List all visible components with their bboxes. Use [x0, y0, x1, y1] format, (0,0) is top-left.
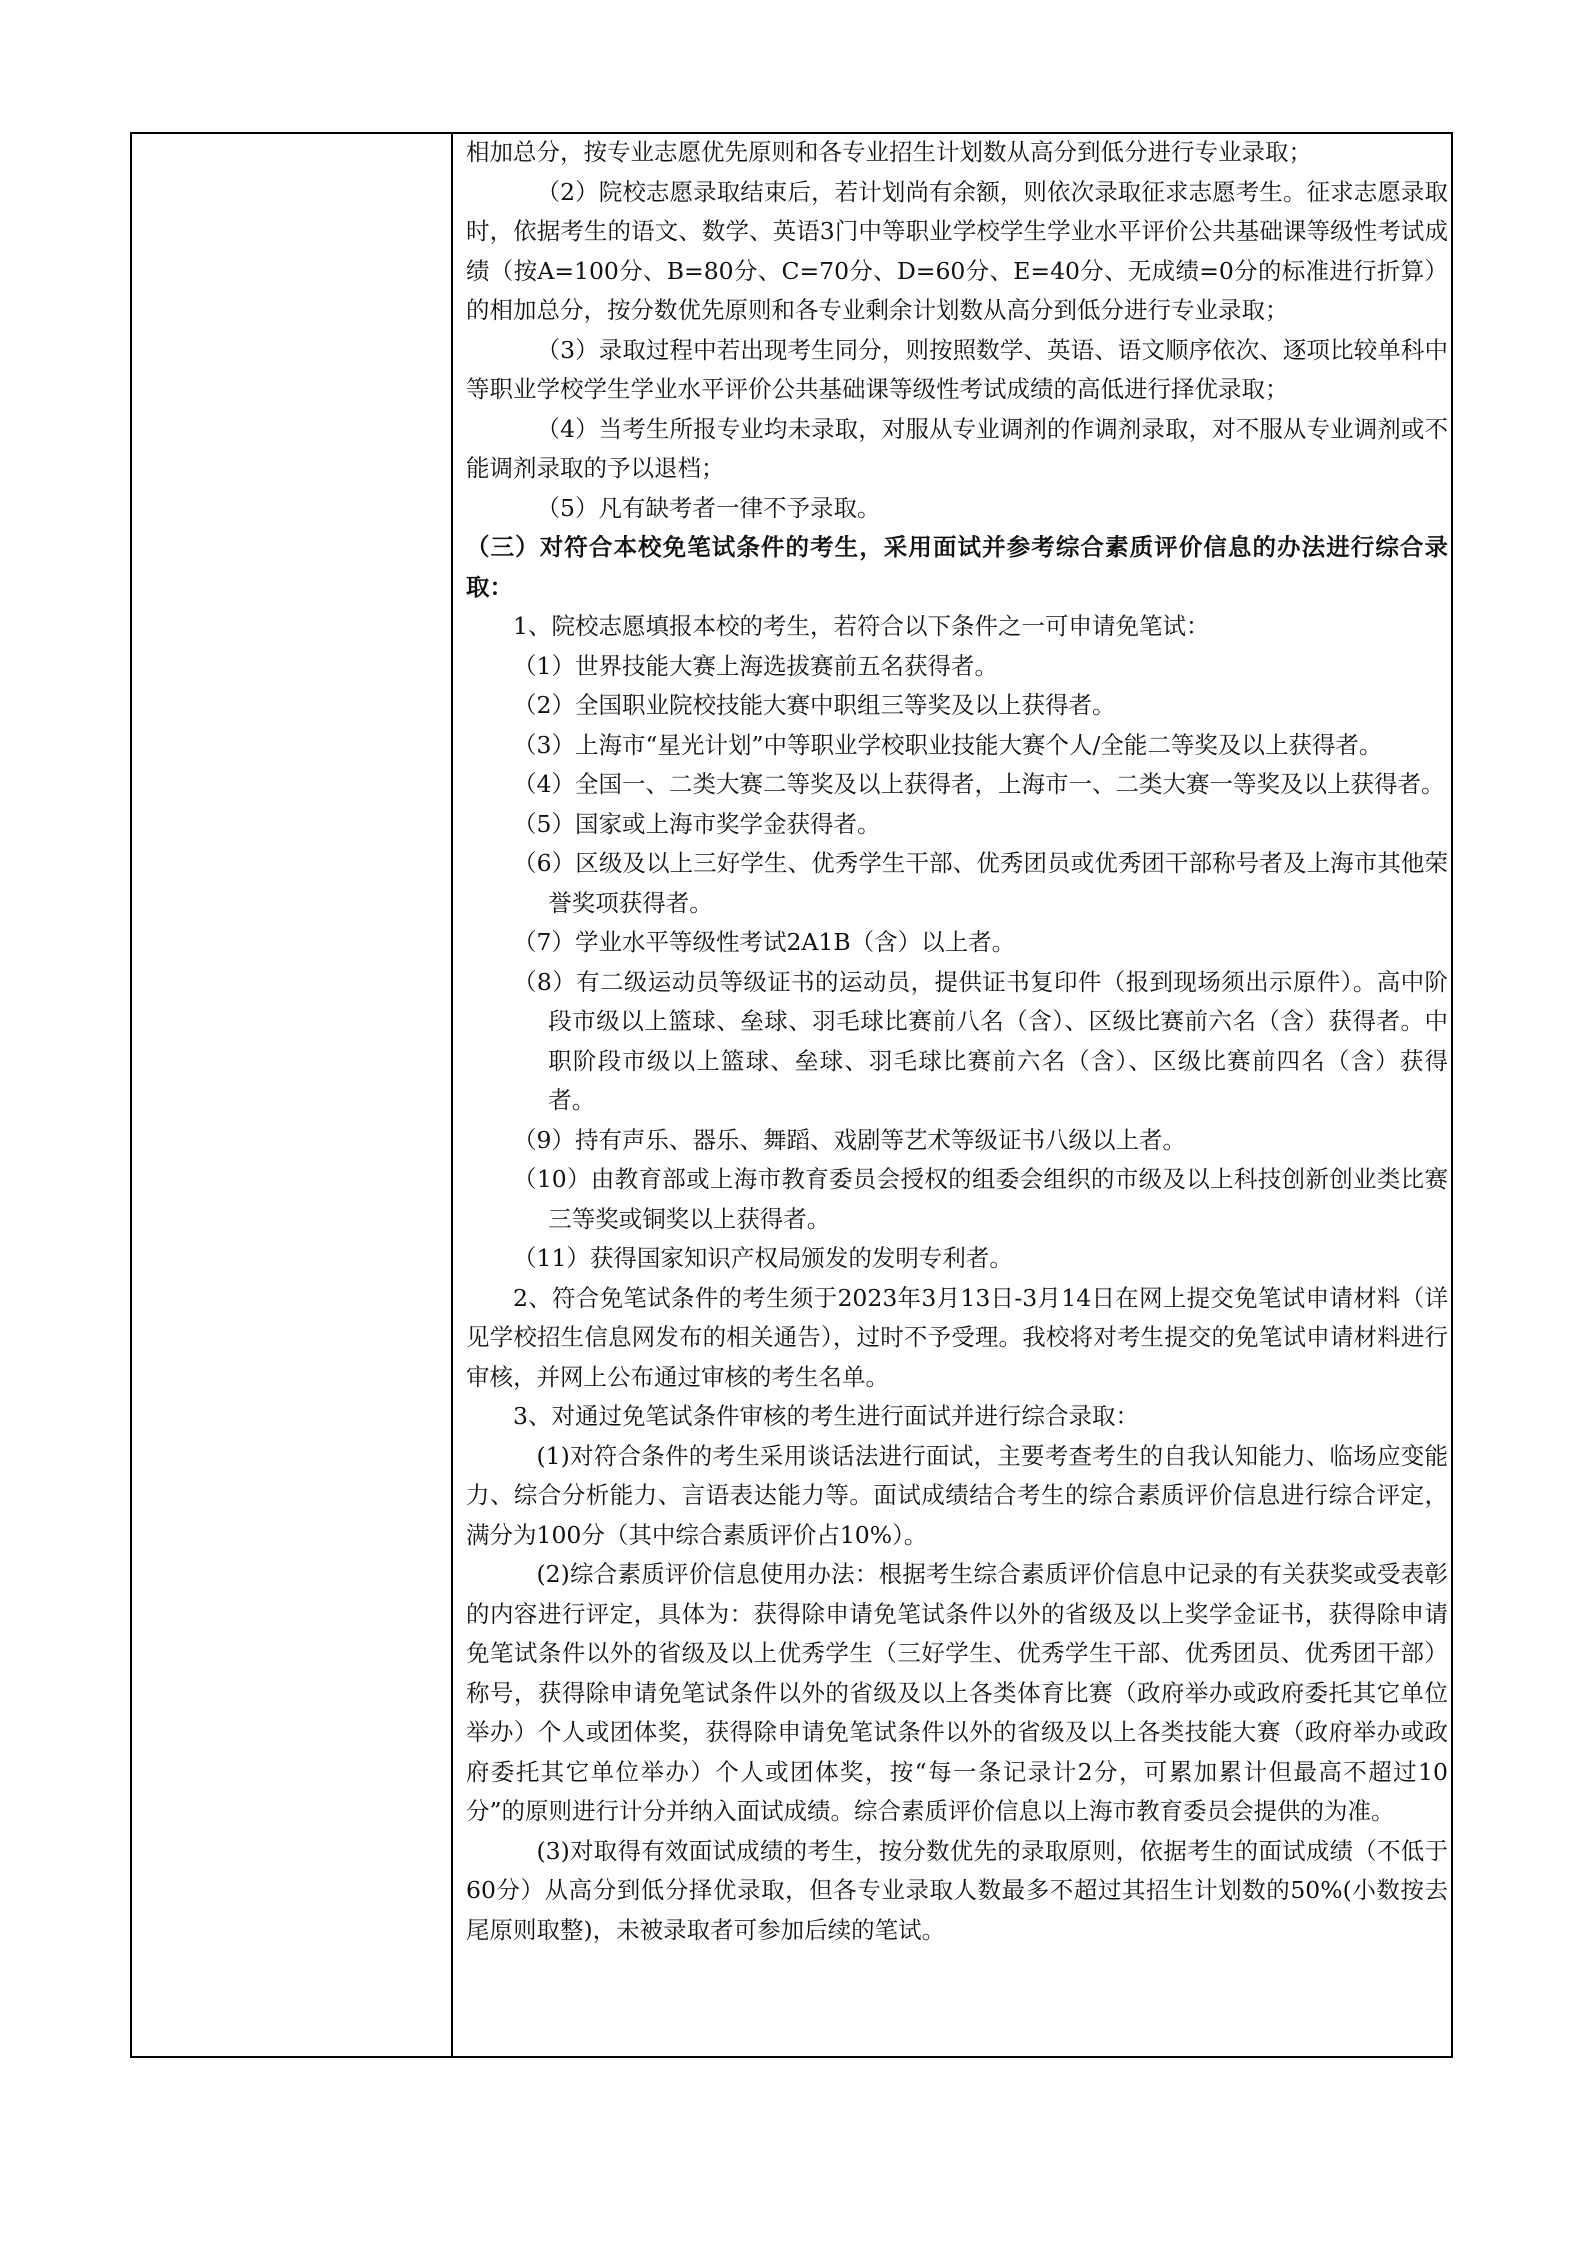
- paragraph: （4）当考生所报专业均未录取，对服从专业调剂的作调剂录取，对不服从专业调剂或不能调剂录取的予以退档；: [466, 414, 1448, 482]
- paragraph: （8）有二级运动员等级证书的运动员，提供证书复印件（报到现场须出示原件）。高中阶段市级以上篮球、垒球、羽毛球比赛前八名（含）、区级比赛前六名（含）获得者。中职阶段市级以上篮球、垒球、羽毛球比赛前六名（含）、区级比赛前四名（含）获得者。: [513, 967, 1448, 1114]
- paragraph: （9）持有声乐、器乐、舞蹈、戏剧等艺术等级证书八级以上者。: [513, 1125, 1186, 1154]
- paragraph: （2）院校志愿录取结束后，若计划尚有余额，则依次录取征求志愿考生。征求志愿录取时，依据考生的语文、数学、英语3门中等职业学校学生学业水平评价公共基础课等级性考试成绩（按A=100分、B=80分、C=70分、D=60分、E=40分、无成绩=0分的标准进行折算）的相加总分，按分数优先原则和各专业剩余计划数从高分到低分进行专业录取；: [466, 177, 1448, 324]
- paragraph: （5）凡有缺考者一律不予录取。: [536, 493, 881, 522]
- paragraph: 2、符合免笔试条件的考生须于2023年3月13日-3月14日在网上提交免笔试申请材料（详见学校招生信息网发布的相关通告），过时不予受理。我校将对考生提交的免笔试申请材料进行审核，并网上公布通过审核的考生名单。: [466, 1283, 1448, 1391]
- table-column-divider: [451, 132, 453, 2058]
- table-bottom-border: [130, 2056, 1453, 2058]
- paragraph: 3、对通过免笔试条件审核的考生进行面试并进行综合录取：: [513, 1402, 1139, 1430]
- paragraph: （5）国家或上海市奖学金获得者。: [513, 809, 881, 838]
- paragraph: （11）获得国家知识产权局颁发的发明专利者。: [513, 1244, 1013, 1272]
- paragraph: 相加总分，按专业志愿优先原则和各专业招生计划数从高分到低分进行专业录取；: [466, 138, 1312, 166]
- table-right-border: [1451, 132, 1453, 2058]
- section-heading: （三）对符合本校免笔试条件的考生，采用面试并参考综合素质评价信息的办法进行综合录取：: [466, 533, 1448, 601]
- paragraph: （4）全国一、二类大赛二等奖及以上获得者，上海市一、二类大赛一等奖及以上获得者。: [513, 770, 1445, 798]
- table-left-border: [130, 132, 132, 2058]
- paragraph: （10）由教育部或上海市教育委员会授权的组委会组织的市级及以上科技创新创业类比赛三等奖或铜奖以上获得者。: [513, 1165, 1448, 1233]
- paragraph: （2）全国职业院校技能大赛中职组三等奖及以上获得者。: [513, 691, 1116, 719]
- paragraph: （6）区级及以上三好学生、优秀学生干部、优秀团员或优秀团干部称号者及上海市其他荣誉奖项获得者。: [513, 849, 1448, 917]
- paragraph: （7）学业水平等级性考试2A1B（含）以上者。: [513, 928, 1016, 956]
- paragraph: （3）上海市“星光计划”中等职业学校职业技能大赛个人/全能二等奖及以上获得者。: [513, 730, 1383, 759]
- paragraph: (2)综合素质评价信息使用办法：根据考生综合素质评价信息中记录的有关获奖或受表彰的内容进行评定，具体为：获得除申请免笔试条件以外的省级及以上奖学金证书，获得除申请免笔试条件以外的省级及以上优秀学生（三好学生、优秀学生干部、优秀团员、优秀团干部）称号，获得除申请免笔试条件以外的省级及以上各类体育比赛（政府举办或政府委托其它单位举办）个人或团体奖，获得除申请免笔试条件以外的省级及以上各类技能大赛（政府举办或政府委托其它单位举办）个人或团体奖，按“每一条记录计2分，可累加累计但最高不超过10分”的原则进行计分并纳入面试成绩。综合素质评价信息以上海市教育委员会提供的为准。: [466, 1560, 1448, 1825]
- table-content-cell: [466, 133, 1448, 1950]
- paragraph: (1)对符合条件的考生采用谈话法进行面试，主要考查考生的自我认知能力、临场应变能力、综合分析能力、言语表达能力等。面试成绩结合考生的综合素质评价信息进行综合评定，满分为100分（其中综合素质评价占10%）。: [466, 1441, 1448, 1549]
- paragraph: 1、院校志愿填报本校的考生，若符合以下条件之一可申请免笔试：: [513, 612, 1210, 640]
- paragraph: （1）世界技能大赛上海选拔赛前五名获得者。: [513, 651, 998, 680]
- paragraph: (3)对取得有效面试成绩的考生，按分数优先的录取原则，依据考生的面试成绩（不低于60分）从高分到低分择优录取，但各专业录取人数最多不超过其招生计划数的50%(小数按去尾原则取整)，未被录取者可参加后续的笔试。: [466, 1836, 1448, 1944]
- paragraph: （3）录取过程中若出现考生同分，则按照数学、英语、语文顺序依次、逐项比较单科中等职业学校学生学业水平评价公共基础课等级性考试成绩的高低进行择优录取；: [466, 335, 1448, 403]
